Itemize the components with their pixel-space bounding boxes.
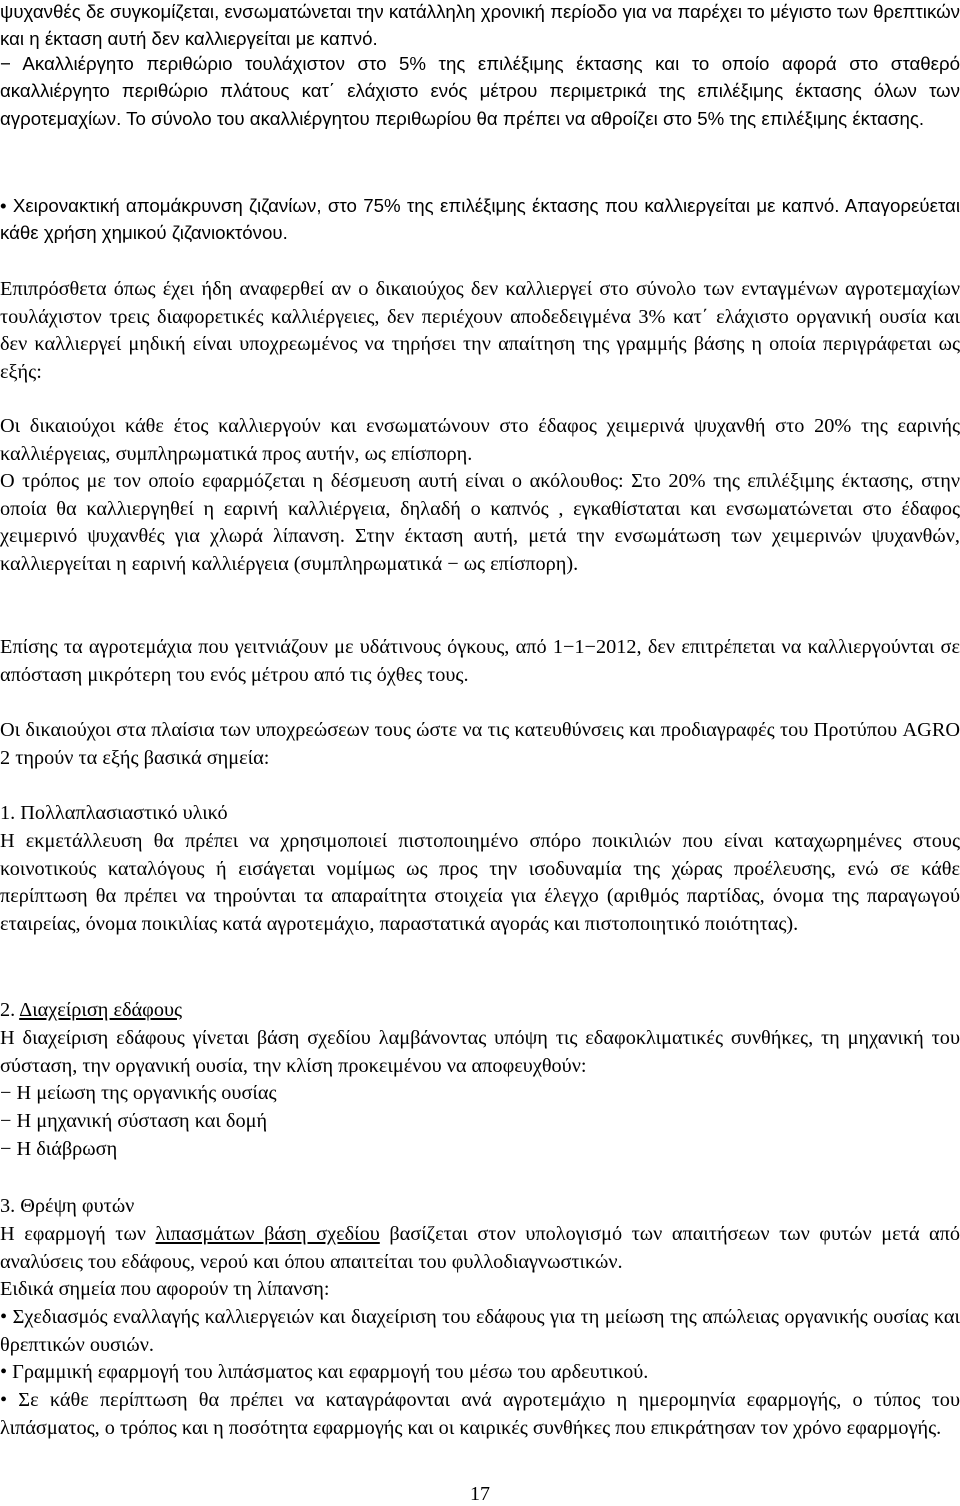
section-3-text-after: βασίζεται στον υπολογισμό των απαιτήσεων των φυτών μετά από αναλύσεις του εδάφους, νερού και όπου απαιτείται του φυλλοδιαγνωστικών.: [0, 1223, 960, 1273]
winter-legume-paragraph: Οι δικαιούχοι κάθε έτος καλλιεργούν και ενσωματώνουν στο έδαφος χειμερινά ψυχανθή στο 20% της εαρινής καλλιέργειας, συμπληρωματικά προς αυτήν, ως επίσπορη.: [0, 415, 960, 465]
fertilization-bullet: • Γραμμική εφαρμογή του λιπάσματος και εφαρμογή του μέσω του αρδευτικού.: [0, 1361, 649, 1383]
weed-removal-bullet: • Χειρονακτική απομάκρυνση ζιζανίων, στο 75% της επιλέξιμης έκτασης που καλλιεργείται με καπνό. Απαγορεύεται κάθε χρήση χημικού ζιζανιοκτόνου.: [0, 195, 960, 244]
fertilization-bullet: • Σχεδιασμός εναλλαγής καλλιεργειών και διαχείριση του εδάφους για τη μείωση της απώλειας οργανικής ουσίας και θρεπτικών ουσιών.: [0, 1306, 960, 1356]
section-2-heading: [0, 997, 960, 1025]
section-1-heading: 1. Πολλαπλασιαστικό υλικό: [0, 802, 228, 824]
agro-standard-paragraph: Οι δικαιούχοι στα πλαίσια των υποχρεώσεων τους ώστε να τις κατευθύνσεις και προδιαγραφές του Προτύπου AGRO 2 τηρούν τα εξής βασικά σημεία:: [0, 719, 960, 769]
section-2-heading-text: Διαχείριση εδάφους: [19, 999, 183, 1021]
water-bodies-paragraph: Επίσης τα αγροτεμάχια που γειτνιάζουν με υδάτινους όγκους, από 1−1−2012, δεν επιτρέπεται να καλλιεργούνται σε απόσταση μικρότερη του ενός μέτρου από τις όχθες τους.: [0, 636, 960, 686]
intro-paragraph: ψυχανθές δε συγκομίζεται, ενσωματώνεται την κατάλληλη χρονική περίοδο για να παρέχει το μέγιστο των θρεπτικών και η έκταση αυτή δεν καλλιεργείται με καπνό.: [0, 1, 960, 50]
section-3-text: [0, 1221, 960, 1276]
fertilization-subheading: Ειδικά σημεία που αφορούν τη λίπανση:: [0, 1278, 330, 1300]
section-2-item: − Η μηχανική σύσταση και δομή: [0, 1110, 268, 1132]
baseline-paragraph: Επιπρόσθετα όπως έχει ήδη αναφερθεί αν ο δικαιούχος δεν καλλιεργεί στο σύνολο των ενταγμένων αγροτεμαχίων τουλάχιστον τρεις διαφορετικές καλλιέργειες, δεν περιέχουν αποδεδειγμένα 3% κατ΄ ελάχιστο οργανική ουσία και δεν καλλιεργεί μηδική είναι υποχρεωμένος να τηρήσει την απαίτηση της γραμμής βάσης η οποία περιγράφεται ως εξής:: [0, 278, 960, 383]
section-2-text: Η διαχείριση εδάφους γίνεται βάση σχεδίου λαμβάνοντας υπόψη τις εδαφοκλιματικές συνθήκες, τη μηχανική του σύσταση, την οργανική ουσία, την κλίση προκειμένου να αποφευχθούν:: [0, 1027, 960, 1077]
fertilization-bullet: • Σε κάθε περίπτωση θα πρέπει να καταγράφονται ανά αγροτεμάχιο η ημερομηνία εφαρμογής, ο τύπος του λιπάσματος, ο τρόπος και η ποσότητα εφαρμογής και οι καιρικές συνθήκες που επικράτησαν τον χρόνο εφαρμογής.: [0, 1389, 960, 1439]
section-1-text: Η εκμετάλλευση θα πρέπει να χρησιμοποιεί πιστοποιημένο σπόρο ποικιλιών που είναι καταχωρημένες στους κοινοτικούς καταλόγους ή εισάγεται νομίμως ως προς την ισοδυναμία της χώρας προέλευσης, ενώ σε κάθε περίπτωση θα πρέπει να τηρούνται τα απαραίτητα στοιχεία για έλεγχο (αριθμός παρτίδας, όνομα της παραγωγού εταιρείας, όνομα ποικιλίας κατά αγροτεμάχιο, παραστατικά αγοράς και πιστοποιητικό ποιότητας).: [0, 830, 960, 935]
method-paragraph: Ο τρόπος με τον οποίο εφαρμόζεται η δέσμευση αυτή είναι ο ακόλουθος: Στο 20% της επιλέξιμης έκτασης, στην οποία θα καλλιεργηθεί η εαρινή καλλιέργεια, δηλαδή ο καπνός , εγκαθίσταται και ενσωματώνεται στο έδαφος χειμερινό ψυχανθές για χλωρά λίπανση. Στην έκταση αυτή, μετά την ενσωμάτωση των χειμερινών ψυχανθών, καλλιεργείται η εαρινή καλλιέργεια (συμπληρωματικά − ως επίσπορη).: [0, 470, 960, 575]
fertilizer-plan-link-text: λιπασμάτων βάση σχεδίου: [155, 1223, 380, 1245]
section-2-heading-number: 2.: [0, 999, 20, 1021]
section-2-item: − Η διάβρωση: [0, 1138, 118, 1160]
section-3-text-before: Η εφαρμογή των: [0, 1223, 156, 1245]
page-number: 17: [470, 1483, 490, 1505]
uncultivated-margin-paragraph: − Ακαλλιέργητο περιθώριο τουλάχιστον στο 5% της επιλέξιμης έκτασης και το οποίο αφορά στο σταθερό ακαλλιέργητο περιθώριο πλάτους κατ΄ ελάχιστο ενός μέτρου περιμετρικά της επιλέξιμης έκτασης όλων των αγροτεμαχίων. Το σύνολο του ακαλλιέργητου περιθωρίου θα πρέπει να αθροίζει στο 5% της επιλέξιμης έκτασης.: [0, 53, 960, 129]
section-3-heading: 3. Θρέψη φυτών: [0, 1195, 135, 1217]
section-2-item: − Η μείωση της οργανικής ουσίας: [0, 1082, 277, 1104]
